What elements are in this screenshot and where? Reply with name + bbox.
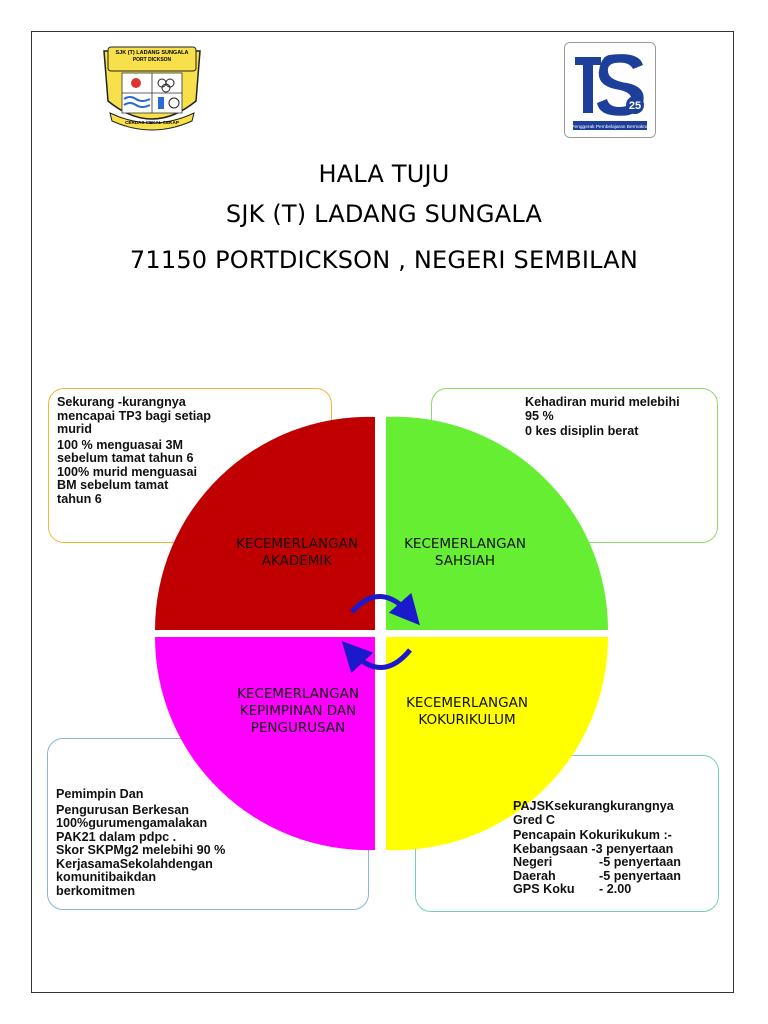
title-address: 71150 PORTDICKSON , NEGERI SEMBILAN [129,246,639,274]
akademik-targets: Sekurang -kurangnya mencapai TP3 bagi setiap murid 100 % menguasai 3M sebelum tamat tahun 6 100% murid menguasai BM sebelum tamat tahun 6 [57,395,211,506]
title-school-name: SJK (T) LADANG SUNGALA [225,200,543,228]
label-kepimpinan: KECEMERLANGAN KEPIMPINAN DAN PENGURUSAN [237,686,359,736]
kepimpinan-targets: Pemimpin Dan Pengurusan Berkesan 100%gurumengamalakan PAK21 dalam pdpc . Skor SKPMg2 melebihi 90 % KerjasamaSekolahdengan komunitibaikdan berkomitmen [56,787,226,898]
label-kokurikulum: KECEMERLANGAN KOKURIKULUM [406,695,528,728]
sahsiah-targets: Kehadiran murid melebihi 95 % 0 kes disiplin berat [525,395,680,438]
ts25-number: 25 [628,100,642,112]
title-hala-tuju: HALA TUJU [318,160,450,188]
school-logo [96,41,208,133]
ts25-logo [564,42,656,138]
ts25-caption: Penggerak Pembelajaran Bermakna [571,125,649,130]
school-logo-name: SJK (T) LADANG SUNGALA [115,50,189,56]
label-akademik: KECEMERLANGAN AKADEMIK [236,536,358,569]
label-sahsiah: KECEMERLANGAN SAHSIAH [404,536,526,569]
school-logo-town: PORT DICKSON [132,57,172,63]
kokurikulum-targets: PAJSKsekurangkurangnya Gred C Pencapain Kokurikukum :- Kebangsaan -3 penyertaan Negeri -5 penyertaan Daerah -5 penyertaan GPS Koku - 2.00 [513,799,681,896]
school-logo-motto: CERDAS CEKAL CEKAP [125,120,179,125]
